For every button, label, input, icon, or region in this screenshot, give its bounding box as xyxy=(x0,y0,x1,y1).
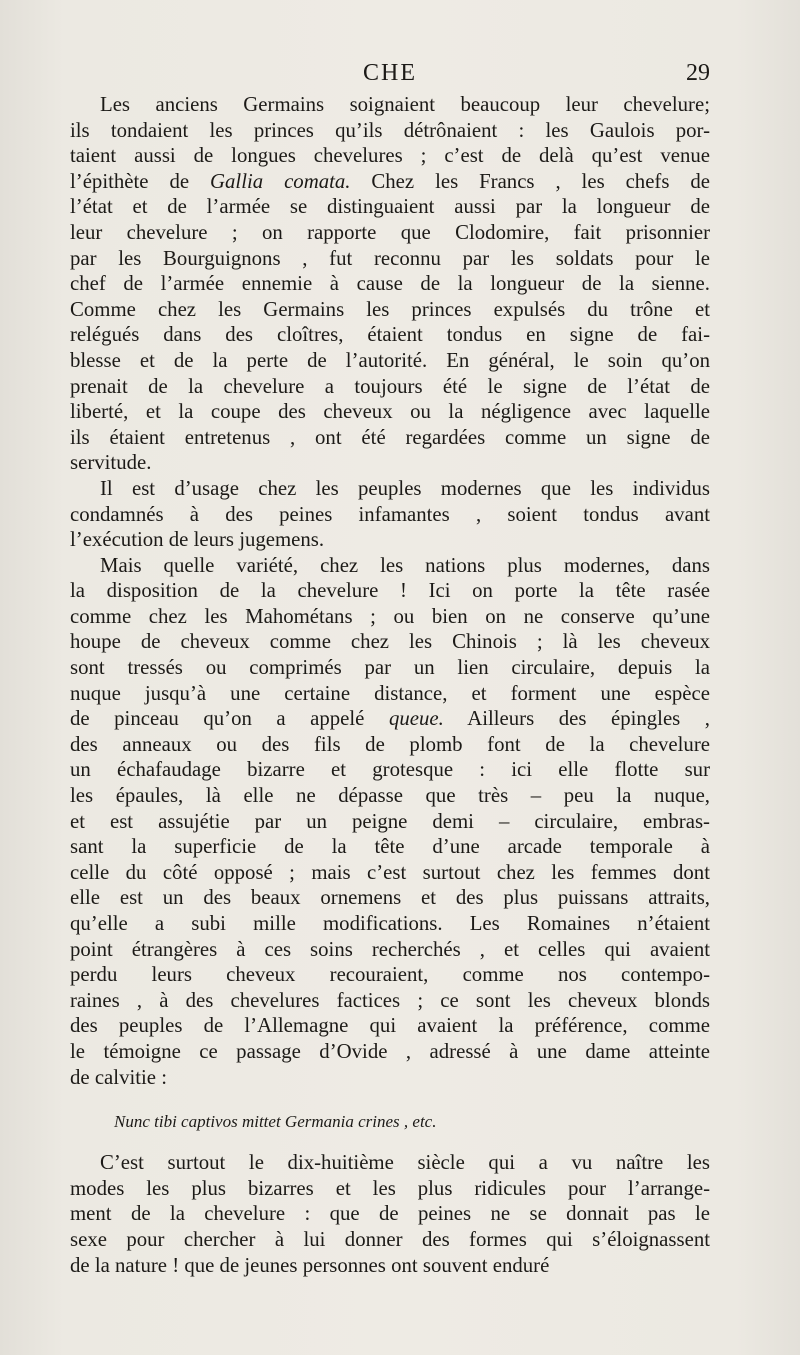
text-line: Mais quelle variété, chez les nations plus modernes, dans xyxy=(100,553,710,577)
text-line: l’exécution de leurs jugemens. xyxy=(70,528,325,552)
text-line: relégués dans des cloîtres, étaient tondus en signe de fai- xyxy=(70,323,710,347)
latin-quotation: Nunc tibi captivos mittet Germania crines , etc. xyxy=(114,1112,437,1132)
paragraph-4 xyxy=(70,1150,710,1278)
text-segment: l’épithète de xyxy=(70,169,210,193)
running-headword: CHE xyxy=(363,60,417,86)
text-line: raines , à des chevelures factices ; ce sont les cheveux blonds xyxy=(70,988,710,1012)
text-line: qu’elle a subi mille modifications. Les Romaines n’étaient xyxy=(70,912,710,935)
text-line: blesse et de la perte de l’autorité. En général, le soin qu’on xyxy=(70,348,710,372)
text-line xyxy=(70,706,710,732)
text-line: l’état et de l’armée se distinguaient aussi par la longueur de xyxy=(70,195,710,219)
text-line: la disposition de la chevelure ! Ici on porte la tête rasée xyxy=(70,579,710,603)
text-line: modes les plus bizarres et les plus ridicules pour l’arrange- xyxy=(70,1176,710,1200)
text-line: prenait de la chevelure a toujours été le signe de l’état de xyxy=(70,374,710,398)
text-line: houpe de cheveux comme chez les Chinois ; là les cheveux xyxy=(70,630,710,654)
text-line: chef de l’armée ennemie à cause de la longueur de la sienne. xyxy=(70,272,710,296)
text-line: de la nature ! que de jeunes personnes ont souvent enduré xyxy=(70,1253,550,1277)
text-line: de calvitie : xyxy=(70,1065,168,1089)
running-head xyxy=(70,58,710,92)
text-line: Il est d’usage chez les peuples modernes que les individus xyxy=(100,476,710,500)
text-line: condamnés à des peines infamantes , soient tondus avant xyxy=(70,502,710,526)
text-line: ils étaient entretenus , ont été regardées comme un signe de xyxy=(70,425,710,449)
text-line: les épaules, là elle ne dépasse que très – peu la nuque, xyxy=(70,784,710,808)
text-line: point étrangères à ces soins recherchés , et celles qui avaient xyxy=(70,937,710,961)
text-line: comme chez les Mahométans ; ou bien on ne conserve qu’une xyxy=(70,604,710,628)
text-line: sant la superficie de la tête d’une arcade temporale à xyxy=(70,835,710,859)
text-segment: Ailleurs des épingles , xyxy=(443,707,710,731)
text-line: C’est surtout le dix-huitième siècle qui a vu naître les xyxy=(100,1151,710,1175)
text-line: des peuples de l’Allemagne qui avaient la préférence, comme xyxy=(70,1014,710,1038)
page-number: 29 xyxy=(686,60,710,86)
text-line: des anneaux ou des fils de plomb font de la chevelure xyxy=(70,732,710,756)
italic-term: queue. xyxy=(388,707,444,731)
text-line: Les anciens Germains soignaient beaucoup leur chevelure; xyxy=(100,93,710,116)
text-line: un échafaudage bizarre et grotesque : ici elle flotte sur xyxy=(70,758,710,782)
text-line: celle du côté opposé ; mais c’est surtout chez les femmes dont xyxy=(70,860,710,884)
text-line: perdu leurs cheveux recouraient, comme nos contempo- xyxy=(70,963,710,987)
text-line: taient aussi de longues chevelures ; c’est de delà qu’est venue xyxy=(70,144,710,168)
text-line: et est assujétie par un peigne demi – circulaire, embras- xyxy=(70,809,710,833)
text-line: leur chevelure ; on rapporte que Clodomire, fait prisonnier xyxy=(70,220,710,244)
body-text xyxy=(70,92,710,1278)
text-line: Comme chez les Germains les princes expulsés du trône et xyxy=(70,297,710,321)
text-line: elle est un des beaux ornemens et des plus puissans attraits, xyxy=(70,886,710,910)
text-line: ils tondaient les princes qu’ils détrônaient : les Gaulois por- xyxy=(70,118,710,142)
text-segment: de pinceau qu’on a appelé xyxy=(70,707,389,731)
text-line xyxy=(70,169,710,195)
paragraph-3 xyxy=(70,553,710,1090)
paragraph-1 xyxy=(70,92,710,476)
text-line: sont tressés ou comprimés par un lien circulaire, depuis la xyxy=(70,656,710,680)
text-line: servitude. xyxy=(70,451,152,475)
text-line: sexe pour chercher à lui donner des formes qui s’éloignassent xyxy=(70,1227,710,1251)
italic-term: Gallia comata. xyxy=(210,169,351,193)
text-line: liberté, et la coupe des cheveux ou la négligence avec laquelle xyxy=(70,400,710,424)
paragraph-2 xyxy=(70,476,710,553)
text-segment: Chez les Francs , les chefs de xyxy=(350,169,710,193)
text-line: nuque jusqu’à une certaine distance, et forment une espèce xyxy=(70,681,710,705)
text-line: par les Bourguignons , fut reconnu par les soldats pour le xyxy=(70,246,710,270)
text-line: ment de la chevelure : que de peines ne se donnait pas le xyxy=(70,1202,710,1226)
text-line: le témoigne ce passage d’Ovide , adressé à une dame atteinte xyxy=(70,1039,710,1063)
